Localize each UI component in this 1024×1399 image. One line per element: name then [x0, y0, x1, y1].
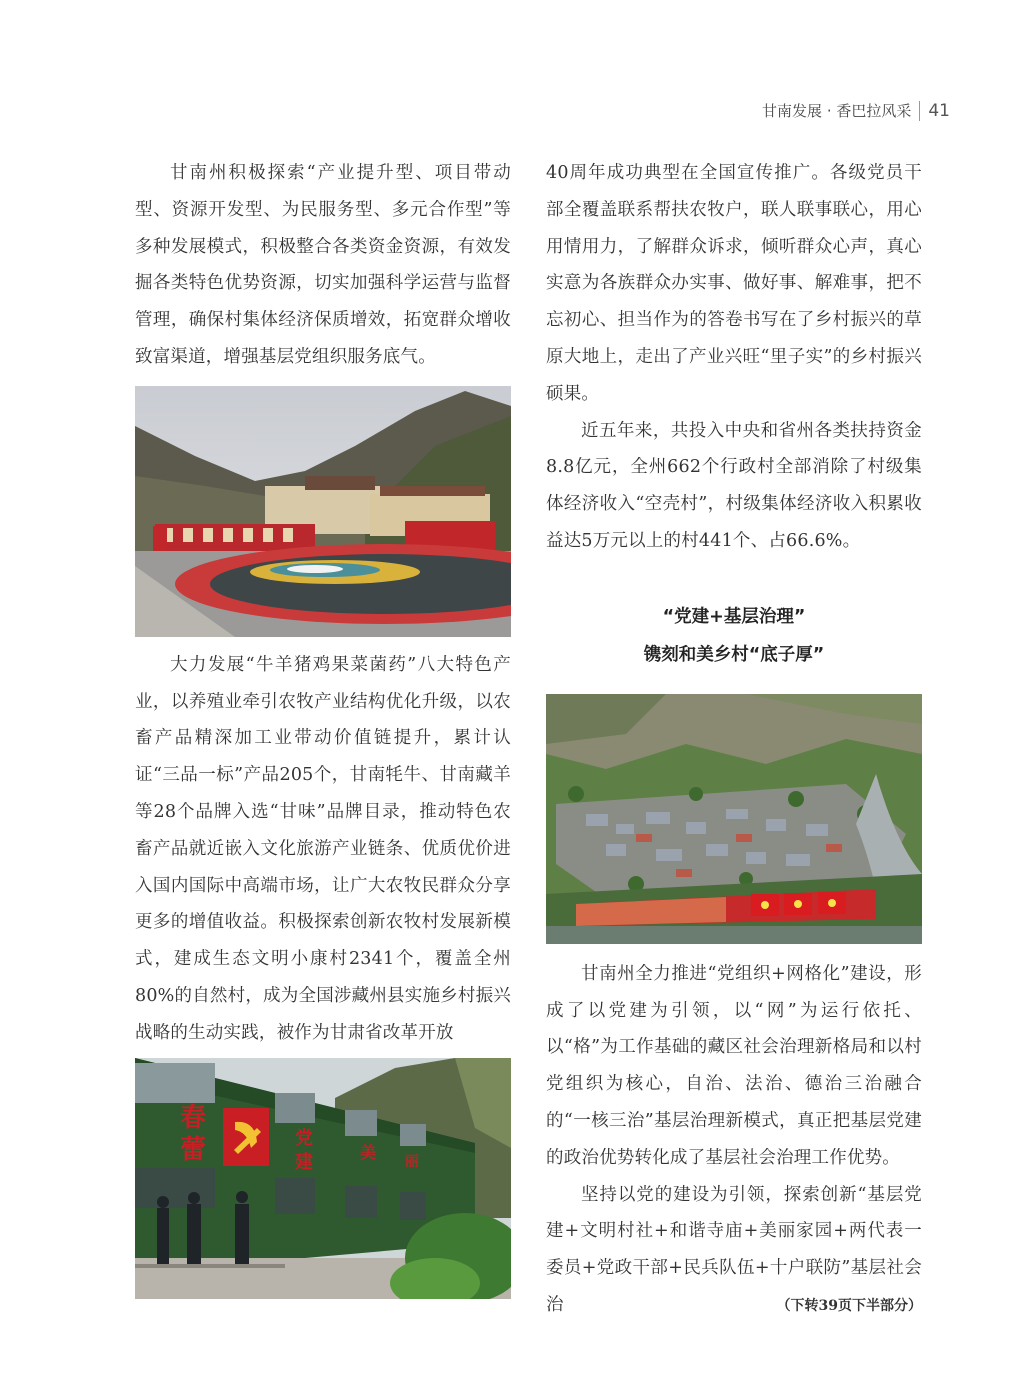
subheading-line-1: “党建+基层治理”	[662, 606, 806, 627]
right-column	[546, 155, 922, 1324]
party-building-image	[135, 1058, 511, 1299]
photo-village-aerial	[546, 694, 922, 944]
right-paragraph-1: 40周年成功典型在全国宣传推广。各级党员干部全覆盖联系帮扶农牧户，联人联事联心，用心用情用力，了解群众诉求，倾听群众心声，真心实意为各族群众办实事、做好事、解难事，把不忘初心、担当作为的答卷书写在了乡村振兴的草原大地上，走出了产业兴旺“里子实”的乡村振兴硕果。	[546, 163, 922, 404]
village-square-image	[135, 386, 511, 637]
header-divider	[919, 101, 920, 121]
page-header	[762, 100, 950, 121]
photo-village-square	[135, 386, 511, 637]
wall-character-5: 美	[360, 1142, 377, 1162]
wall-character-2: 蕾	[180, 1134, 207, 1165]
left-paragraph-1: 甘南州积极探索“产业提升型、项目带动型、资源开发型、为民服务型、多元合作型”等多种发展模式，积极整合各类资金资源，有效发掘各类特色优势资源，切实加强科学运营与监督管理，确保村集体经济保质增效，拓宽群众增收致富渠道，增强基层党组织服务底气。	[135, 163, 511, 367]
right-paragraph-3: 甘南州全力推进“党组织+网格化”建设，形成了以党建为引领，以“网”为运行依托、以“格”为工作基础的藏区社会治理新格局和以村党组织为核心，自治、法治、德治三治融合的“一核三治”基层治理新模式，真正把基层党建的政治优势转化成了基层社会治理工作优势。	[546, 963, 922, 1168]
continued-note: （下转39页下半部分）	[776, 1298, 922, 1314]
section-subheading	[546, 598, 922, 674]
wall-character-6: 丽	[405, 1153, 419, 1170]
section-title: 甘南发展 · 香巴拉风采	[762, 102, 912, 120]
right-paragraph-4: 坚持以党的建设为引领，探索创新“基层党建+文明村社+和谐寺庙+美丽家园+两代表一委员+党政干部+民兵队伍+十户联防”基层社会治	[546, 1184, 922, 1315]
left-paragraph-2: 大力发展“牛羊猪鸡果菜菌药”八大特色产业，以养殖业牵引农牧产业结构优化升级，以农畜产品精深加工业带动价值链提升，累计认证“三品一标”产品205个，甘南牦牛、甘南藏羊等28个品牌入选“甘味”品牌目录，推动特色农畜产品就近嵌入文化旅游产业链条、优质优价进入国内国际中高端市场，让广大农牧民群众分享更多的增值收益。积极探索创新农牧村发展新模式，建成生态文明小康村2341个，覆盖全州80%的自然村，成为全国涉藏州县实施乡村振兴战略的生动实践，被作为甘肃省改革开放	[135, 654, 511, 1043]
photo-party-building	[135, 1058, 511, 1299]
left-column	[135, 155, 511, 1299]
page-number: 41	[928, 100, 950, 121]
subheading-line-2: 镌刻和美乡村“底子厚”	[643, 644, 825, 665]
village-aerial-image	[546, 694, 922, 944]
wall-character-4: 建	[295, 1151, 313, 1173]
wall-character-3: 党	[295, 1127, 313, 1149]
wall-character-1: 春	[180, 1102, 207, 1133]
right-paragraph-2: 近五年来，共投入中央和省州各类扶持资金8.8亿元，全州662个行政村全部消除了村级集体经济收入“空壳村”，村级集体经济收入积累收益达5万元以上的村441个、占66.6%。	[546, 420, 922, 551]
